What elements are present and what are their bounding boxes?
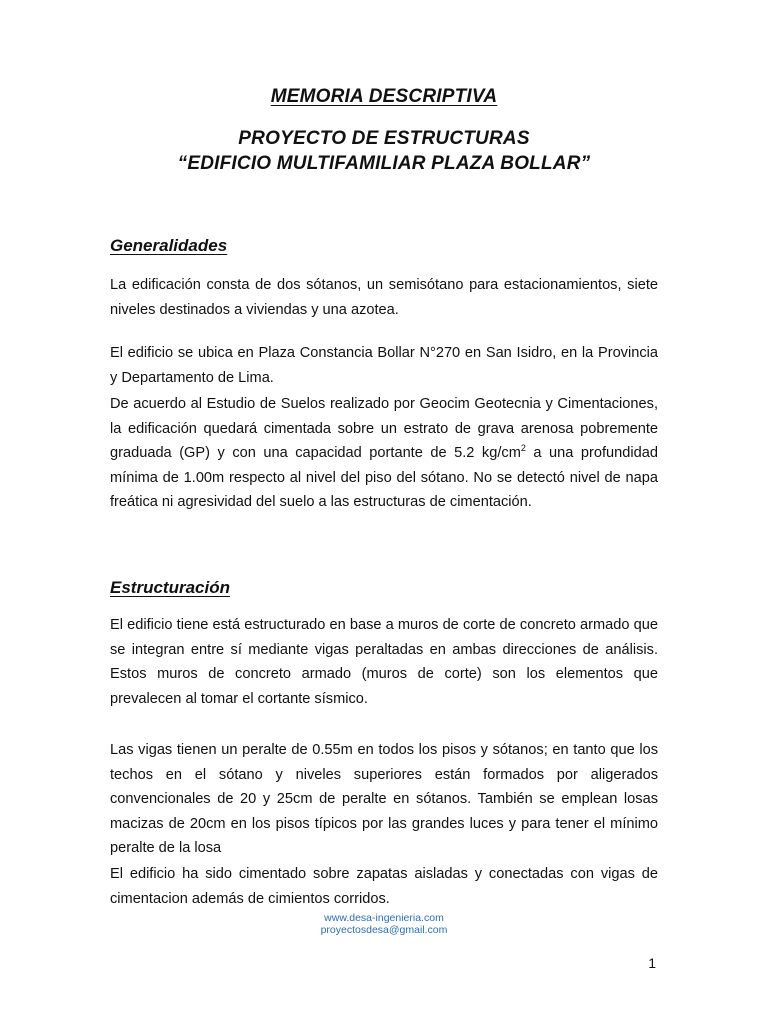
paragraph-muros-corte: El edificio tiene está estructurado en base a muros de corte de concreto armado que se integran entre sí mediante vigas peraltadas en ambas direcciones de análisis. Estos muros de concreto armado (muros de corte) son los elementos que prevalecen al tomar el cortante sísmico. [110,617,658,707]
page-number: 1 [648,955,656,971]
paragraph-estudio-suelos-text: De acuerdo al Estudio de Suelos realizado por Geocim Geotecnia y Cimentaciones, la edificación quedará cimentada sobre un estrato de grava arenosa pobremente graduada (GP) y con una capacidad portante de 5.2 kg/cm [110,396,658,461]
paragraph-cimentacion: El edificio ha sido cimentado sobre zapatas aisladas y conectadas con vigas de cimentacion además de cimientos corridos. [110,866,658,907]
document-subtitle-project: PROYECTO DE ESTRUCTURAS [238,128,530,149]
footer-email-link[interactable]: proyectosdesa@gmail.com [320,924,448,936]
section-heading-estructuracion: Estructuración [110,578,230,597]
document-subtitle-building: “EDIFICIO MULTIFAMILIAR PLAZA BOLLAR” [177,153,591,174]
paragraph-estudio-suelos-text-end: a una profundidad mínima de 1.00m respecto al nivel del piso del sótano. No se detectó nivel de napa freática ni agresividad del suelo a las estructuras de cimentación. [110,445,658,510]
footer-website-link[interactable]: www.desa-ingenieria.com [324,912,444,924]
section-heading-generalidades: Generalidades [110,236,228,255]
document-title: MEMORIA DESCRIPTIVA [270,86,498,107]
superscript-exponent: 2 [520,443,526,454]
paragraph-edificacion: La edificación consta de dos sótanos, un semisótano para estacionamientos, siete niveles destinados a viviendas y una azotea. [110,277,658,318]
paragraph-estudio-suelos [110,392,658,515]
paragraph-vigas: Las vigas tienen un peralte de 0.55m en todos los pisos y sótanos; en tanto que los techos en el sótano y niveles superiores están formados por aligerados convencionales de 20 y 25cm de peralte en sótanos. También se emplean losas macizas de 20cm en los pisos típicos por las grandes luces y para tener el mínimo peralte de la losa [110,742,658,856]
paragraph-ubicacion: El edificio se ubica en Plaza Constancia Bollar N°270 en San Isidro, en la Provincia y Departamento de Lima. [110,345,658,386]
